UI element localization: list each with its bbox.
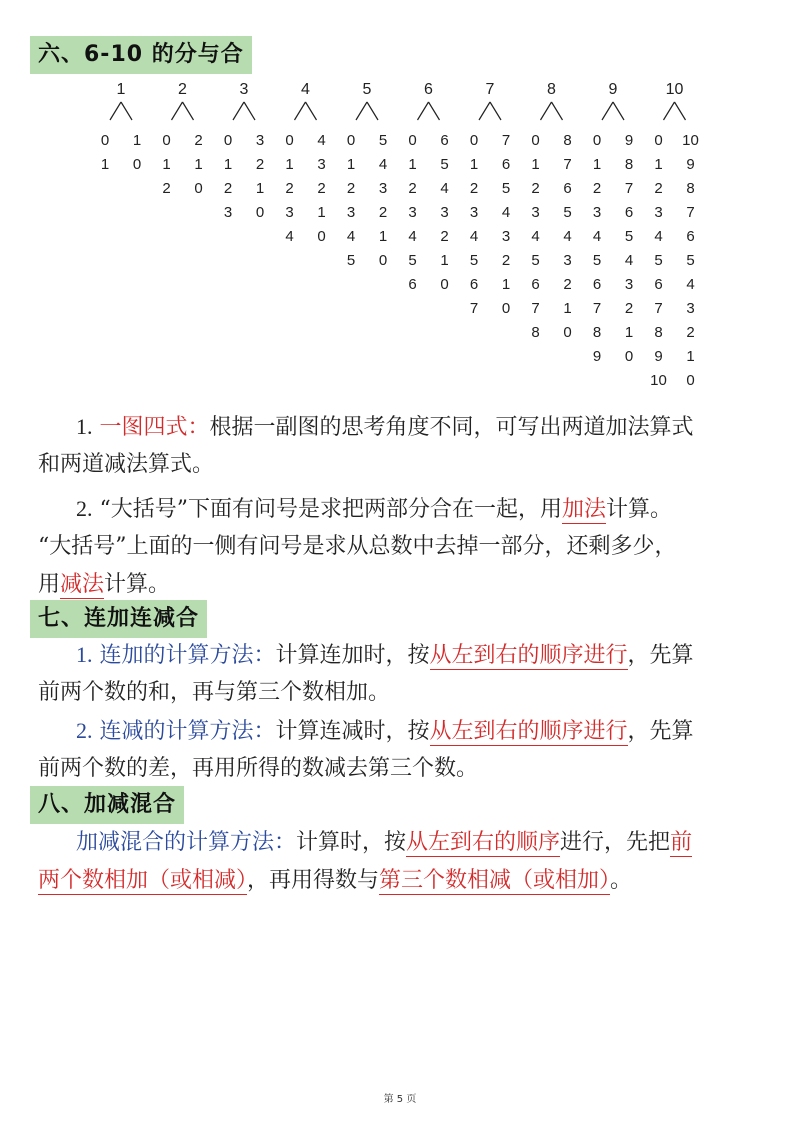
tree-part-number: 4 xyxy=(563,228,572,245)
tree-part-number: 6 xyxy=(408,276,417,293)
tree-part-number: 6 xyxy=(592,276,602,293)
point-text: 根据一副图的思考角度不同，可写出两道加法算式 xyxy=(209,415,694,440)
section-6-point-1 xyxy=(38,408,768,484)
tree-part-number: 2 xyxy=(501,252,511,269)
tree-part-number: 2 xyxy=(223,180,233,197)
tree-part-number: 0 xyxy=(440,276,449,293)
tree-part-number: 1 xyxy=(408,156,417,173)
point-text: 进行，先把 xyxy=(560,830,671,855)
tree-part-number: 5 xyxy=(501,180,511,197)
tree-part-number: 7 xyxy=(624,180,634,197)
tree-part-number: 8 xyxy=(563,132,572,149)
tree-part-number: 3 xyxy=(317,156,326,173)
point-text: 用 xyxy=(38,572,61,597)
tree-part-number: 4 xyxy=(531,228,540,245)
tree-top-number: 10 xyxy=(665,81,684,98)
tree-part-number: 8 xyxy=(654,324,663,341)
point-text: 计算时，按 xyxy=(296,830,407,855)
point-text: 计算。 xyxy=(104,572,171,597)
tree-part-number: 5 xyxy=(686,252,695,269)
tree-part-number: 3 xyxy=(285,204,294,221)
tree-part-number: 0 xyxy=(317,228,326,245)
tree-top-number: 9 xyxy=(608,81,618,98)
tree-part-number: 1 xyxy=(592,156,602,173)
tree-part-number: 0 xyxy=(132,156,142,173)
point-text: 和两道减法算式。 xyxy=(38,452,215,477)
tree-part-number: 1 xyxy=(346,156,356,173)
tree-part-number: 0 xyxy=(162,132,171,149)
term-consecutive-addition-method: 连加的计算方法： xyxy=(99,643,276,668)
tree-part-number: 0 xyxy=(501,300,511,317)
tree-part-number: 0 xyxy=(408,132,417,149)
tree-part-number: 10 xyxy=(682,132,699,149)
tree-part-number: 0 xyxy=(624,348,634,365)
tree-part-number: 0 xyxy=(686,372,695,389)
tree-part-number: 1 xyxy=(624,324,634,341)
tree-top-number: 4 xyxy=(301,81,310,98)
point-number: 2. xyxy=(76,496,93,521)
tree-part-number: 5 xyxy=(469,252,479,269)
point-text: “大括号”上面的一侧有问号是求从总数中去掉一部分，还剩多少， xyxy=(38,534,677,559)
tree-part-number: 7 xyxy=(592,300,602,317)
tree-part-number: 2 xyxy=(592,180,602,197)
tree-part-number: 2 xyxy=(408,180,417,197)
term-addition: 加法 xyxy=(562,497,607,522)
tree-part-number: 3 xyxy=(531,204,540,221)
term-mixed-operation-method: 加减混合的计算方法： xyxy=(76,830,297,855)
tree-branch xyxy=(418,102,440,120)
tree-part-number: 2 xyxy=(563,276,572,293)
tree-part-number: 2 xyxy=(686,324,695,341)
tree-part-number: 3 xyxy=(686,300,695,317)
tree-part-number: 6 xyxy=(686,228,695,245)
section-6-heading: 六、6-10 的分与合 xyxy=(30,36,252,74)
tree-part-number: 4 xyxy=(408,228,417,245)
term-first-two-start: 前 xyxy=(670,830,693,855)
section-7-heading: 七、连加连减合 xyxy=(30,600,207,638)
point-number: 2. xyxy=(76,718,93,743)
tree-part-number: 4 xyxy=(378,156,388,173)
tree-part-number: 6 xyxy=(469,276,479,293)
tree-part-number: 1 xyxy=(132,132,142,149)
point-text: ，先算 xyxy=(627,643,694,668)
tree-part-number: 3 xyxy=(501,228,511,245)
tree-part-number: 1 xyxy=(501,276,511,293)
tree-part-number: 9 xyxy=(592,348,602,365)
tree-part-number: 7 xyxy=(654,300,663,317)
tree-part-number: 1 xyxy=(531,156,540,173)
page-number: 第 5 页 xyxy=(383,1094,417,1105)
tree-part-number: 2 xyxy=(440,228,449,245)
tree-branch xyxy=(172,102,194,120)
term-left-to-right-order: 从左到右的顺序 xyxy=(406,830,561,855)
tree-top-number: 5 xyxy=(362,81,372,98)
tree-part-number: 2 xyxy=(317,180,326,197)
tree-part-number: 1 xyxy=(100,156,110,173)
tree-part-number: 5 xyxy=(408,252,417,269)
tree-part-number: 0 xyxy=(100,132,110,149)
tree-part-number: 4 xyxy=(624,252,634,269)
tree-part-number: 1 xyxy=(285,156,294,173)
tree-part-number: 7 xyxy=(469,300,479,317)
tree-part-number: 0 xyxy=(223,132,233,149)
point-text: 计算连减时，按 xyxy=(275,719,430,744)
tree-part-number: 2 xyxy=(531,180,540,197)
tree-part-number: 2 xyxy=(378,204,388,221)
tree-part-number: 7 xyxy=(501,132,511,149)
tree-part-number: 4 xyxy=(317,132,326,149)
term-consecutive-subtraction-method: 连减的计算方法： xyxy=(99,719,276,744)
tree-part-number: 6 xyxy=(624,204,634,221)
tree-part-number: 4 xyxy=(285,228,294,245)
point-number: 1. xyxy=(76,642,93,667)
tree-part-number: 1 xyxy=(317,204,326,221)
tree-part-number: 3 xyxy=(378,180,388,197)
point-text: 前两个数的差，再用所得的数减去第三个数。 xyxy=(38,756,479,781)
tree-part-number: 0 xyxy=(531,132,540,149)
tree-part-number: 0 xyxy=(654,132,663,149)
tree-branch xyxy=(295,102,317,120)
term-subtraction: 减法 xyxy=(60,572,105,597)
tree-part-number: 7 xyxy=(531,300,540,317)
tree-part-number: 1 xyxy=(378,228,388,245)
term-left-to-right-order: 从左到右的顺序进行 xyxy=(429,643,628,668)
tree-part-number: 10 xyxy=(650,372,667,389)
section-7-point-1 xyxy=(38,636,768,712)
tree-part-number: 6 xyxy=(440,132,449,149)
tree-branch xyxy=(602,102,624,120)
tree-part-number: 3 xyxy=(346,204,356,221)
tree-part-number: 1 xyxy=(686,348,695,365)
term-third-number: 第三个数相减（或相加） xyxy=(379,868,611,893)
tree-part-number: 1 xyxy=(563,300,572,317)
tree-part-number: 9 xyxy=(624,132,634,149)
tree-part-number: 9 xyxy=(686,156,695,173)
tree-part-number: 6 xyxy=(654,276,663,293)
tree-part-number: 3 xyxy=(592,204,602,221)
tree-part-number: 0 xyxy=(194,180,203,197)
tree-part-number: 3 xyxy=(255,132,265,149)
tree-part-number: 1 xyxy=(469,156,479,173)
tree-top-number: 1 xyxy=(116,81,126,98)
point-text: 前两个数的和，再与第三个数相加。 xyxy=(38,680,391,705)
section-8-heading: 八、加减混合 xyxy=(30,786,184,824)
tree-part-number: 6 xyxy=(501,156,511,173)
tree-part-number: 9 xyxy=(654,348,663,365)
tree-part-number: 2 xyxy=(469,180,479,197)
tree-part-number: 5 xyxy=(654,252,663,269)
tree-part-number: 5 xyxy=(346,252,356,269)
tree-part-number: 1 xyxy=(654,156,663,173)
tree-part-number: 1 xyxy=(255,180,265,197)
tree-part-number: 8 xyxy=(531,324,540,341)
tree-part-number: 3 xyxy=(654,204,663,221)
tree-part-number: 6 xyxy=(563,180,572,197)
tree-part-number: 4 xyxy=(346,228,356,245)
tree-part-number: 0 xyxy=(469,132,479,149)
tree-part-number: 3 xyxy=(223,204,233,221)
tree-part-number: 2 xyxy=(654,180,663,197)
tree-branch xyxy=(479,102,501,120)
tree-top-number: 7 xyxy=(485,81,495,98)
tree-part-number: 4 xyxy=(440,180,449,197)
tree-branch xyxy=(541,102,563,120)
tree-part-number: 4 xyxy=(469,228,479,245)
tree-part-number: 4 xyxy=(592,228,602,245)
section-8-body xyxy=(38,824,768,900)
tree-part-number: 5 xyxy=(624,228,634,245)
tree-part-number: 0 xyxy=(285,132,294,149)
tree-part-number: 7 xyxy=(563,156,572,173)
point-number: 1. xyxy=(76,414,93,439)
tree-part-number: 4 xyxy=(686,276,695,293)
tree-part-number: 5 xyxy=(378,132,388,149)
tree-part-number: 1 xyxy=(162,156,171,173)
tree-part-number: 0 xyxy=(346,132,356,149)
tree-part-number: 2 xyxy=(624,300,634,317)
tree-part-number: 0 xyxy=(255,204,265,221)
tree-part-number: 0 xyxy=(592,132,602,149)
tree-part-number: 3 xyxy=(440,204,449,221)
tree-top-number: 8 xyxy=(547,81,556,98)
tree-part-number: 5 xyxy=(592,252,602,269)
term-one-picture-four-equations: 一图四式： xyxy=(99,415,210,440)
tree-branch xyxy=(664,102,686,120)
point-text: “大括号”下面有问号是求把两部分合在一起，用 xyxy=(99,497,562,522)
term-left-to-right-order: 从左到右的顺序进行 xyxy=(429,719,628,744)
section-6-point-2 xyxy=(38,490,768,604)
tree-top-number: 2 xyxy=(178,81,187,98)
tree-part-number: 2 xyxy=(346,180,356,197)
tree-part-number: 3 xyxy=(624,276,634,293)
term-first-two-numbers: 两个数相加（或相减） xyxy=(38,868,248,893)
tree-top-number: 3 xyxy=(239,81,249,98)
tree-part-number: 2 xyxy=(162,180,171,197)
tree-branch xyxy=(110,102,132,120)
tree-part-number: 2 xyxy=(194,132,203,149)
tree-part-number: 4 xyxy=(501,204,511,221)
point-text: 。 xyxy=(610,868,633,893)
tree-part-number: 8 xyxy=(592,324,602,341)
tree-part-number: 6 xyxy=(531,276,540,293)
tree-part-number: 5 xyxy=(563,204,572,221)
point-text: 计算。 xyxy=(606,497,673,522)
tree-branch xyxy=(233,102,255,120)
tree-part-number: 1 xyxy=(194,156,203,173)
tree-part-number: 0 xyxy=(378,252,388,269)
tree-part-number: 8 xyxy=(624,156,634,173)
decomposition-tree-chart xyxy=(0,74,800,444)
tree-part-number: 1 xyxy=(440,252,449,269)
point-text: ，先算 xyxy=(627,719,694,744)
tree-part-number: 4 xyxy=(654,228,663,245)
tree-top-number: 6 xyxy=(424,81,433,98)
tree-part-number: 5 xyxy=(440,156,449,173)
tree-part-number: 2 xyxy=(285,180,294,197)
tree-part-number: 3 xyxy=(408,204,417,221)
tree-part-number: 5 xyxy=(531,252,540,269)
tree-branch xyxy=(356,102,378,120)
tree-part-number: 7 xyxy=(686,204,695,221)
point-text: 计算连加时，按 xyxy=(275,643,430,668)
tree-part-number: 0 xyxy=(563,324,572,341)
tree-part-number: 2 xyxy=(255,156,265,173)
point-text: ，再用得数与 xyxy=(247,868,380,893)
tree-part-number: 3 xyxy=(469,204,479,221)
tree-part-number: 8 xyxy=(686,180,695,197)
tree-part-number: 1 xyxy=(223,156,233,173)
tree-part-number: 3 xyxy=(563,252,572,269)
section-7-point-2 xyxy=(38,712,768,788)
